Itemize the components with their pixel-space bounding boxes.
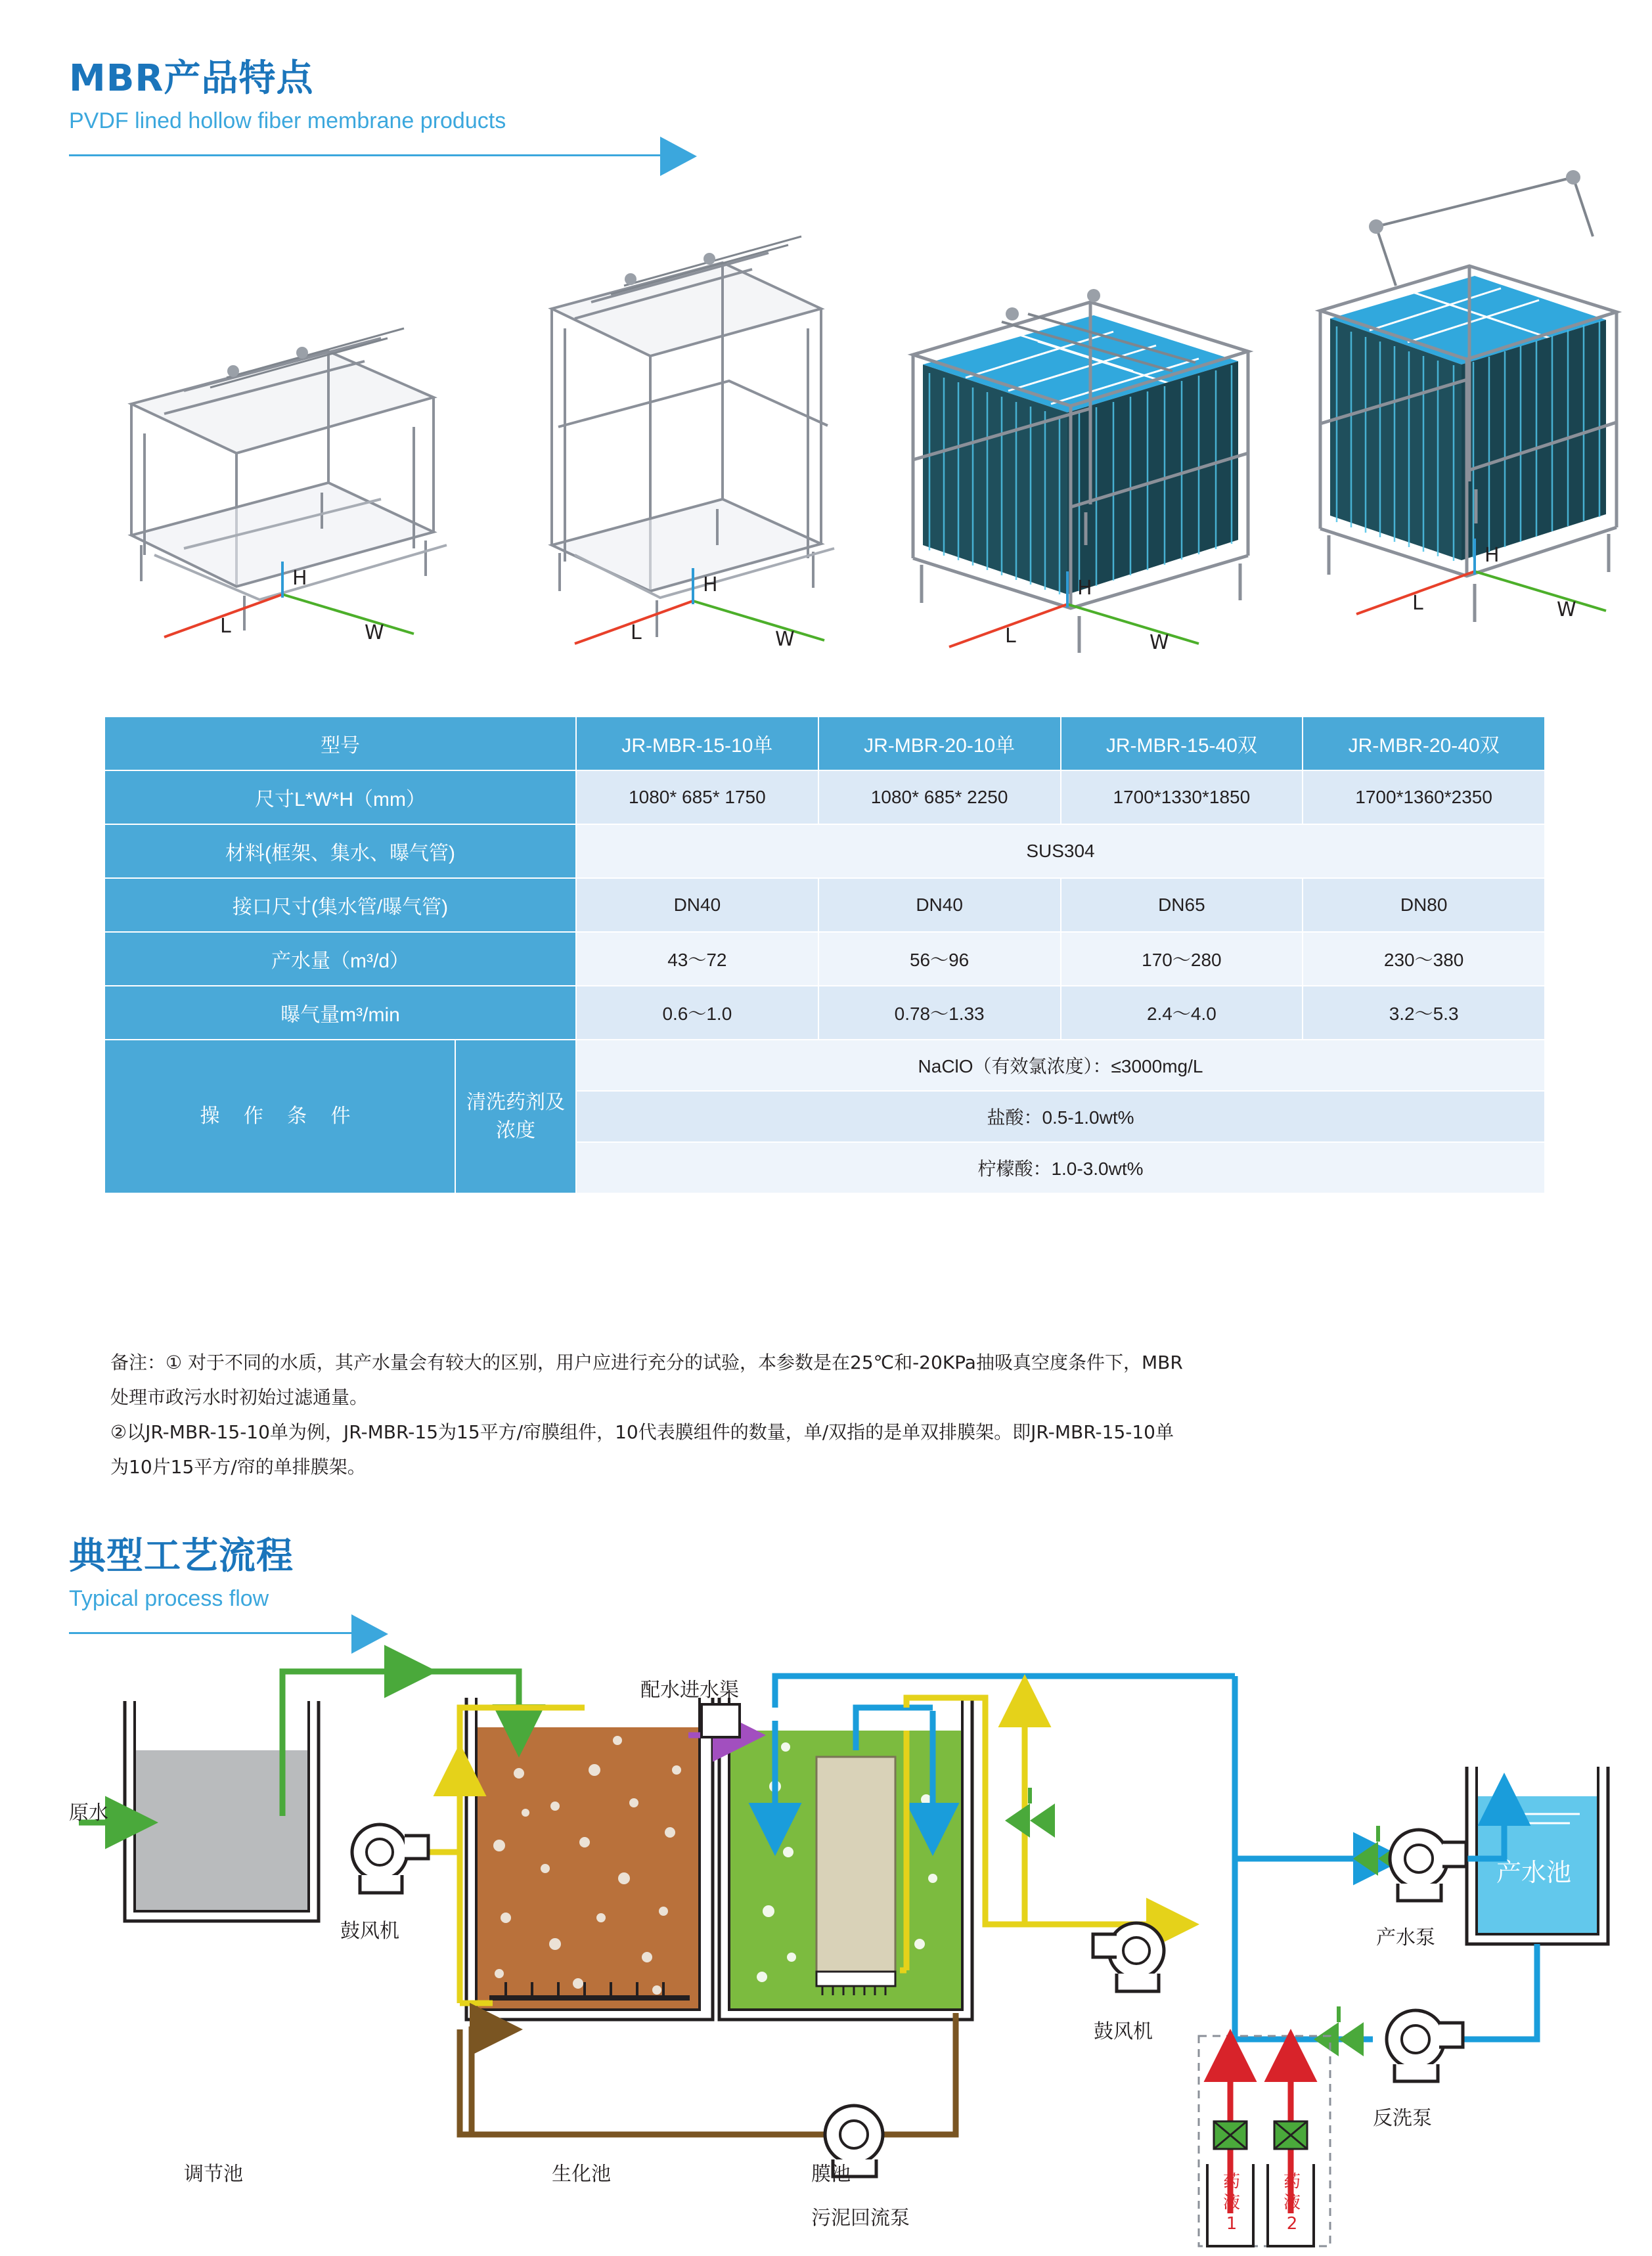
rack-axis-2	[568, 568, 844, 660]
svg-text:L: L	[631, 621, 642, 644]
svg-text:W: W	[1150, 631, 1169, 654]
label-chem-1-line1: 药	[1222, 2172, 1240, 2192]
label-bio-tank: 生化池	[552, 2163, 611, 2186]
cell-capacity-2: 56～96	[818, 932, 1061, 986]
cell-material-all: SUS304	[576, 824, 1545, 878]
note-line-4: 为10片15平方/帘的单排膜架。	[110, 1456, 366, 1478]
table-row	[104, 986, 1545, 1040]
rack-illustration-2	[512, 177, 880, 676]
label-blower-2: 鼓风机	[1094, 2020, 1153, 2043]
label-chem-2-line3: 2	[1286, 2214, 1298, 2234]
cell-interface-3: DN65	[1061, 878, 1303, 932]
cell-capacity-4: 230～380	[1303, 932, 1545, 986]
svg-text:L: L	[220, 615, 231, 638]
cell-interface-1: DN40	[576, 878, 818, 932]
table-row	[104, 770, 1545, 824]
svg-text:W: W	[775, 628, 795, 651]
rack-axis-4	[1350, 539, 1626, 630]
row-label-material: 材料(框架、集水、曝气管)	[104, 824, 576, 878]
svg-text:W: W	[1557, 598, 1576, 621]
table-row	[104, 824, 1545, 878]
svg-text:H: H	[1485, 544, 1500, 567]
process-flow-diagram	[0, 1635, 1652, 2256]
product-pump-icon	[1390, 1830, 1466, 1901]
table-header-col4: JR-MBR-20-40双	[1303, 717, 1545, 770]
cell-capacity-3: 170～280	[1061, 932, 1303, 986]
section-heading-flow	[69, 1527, 792, 1619]
section-title-en: PVDF lined hollow fiber membrane products	[69, 108, 506, 133]
row-label-interface: 接口尺寸(集水管/曝气管)	[104, 878, 576, 932]
label-chem-1-line2: 液	[1222, 2193, 1240, 2213]
svg-text:H: H	[703, 573, 718, 596]
spec-table	[104, 716, 1546, 1194]
rack-illustration-1	[105, 273, 473, 680]
row-label-aeration: 曝气量m³/min	[104, 986, 576, 1040]
label-chem-2-line2: 液	[1283, 2193, 1301, 2213]
table-header-model: 型号	[104, 717, 576, 770]
label-chem-2-line1: 药	[1283, 2172, 1301, 2192]
note-line-1: 备注：① 对于不同的水质，其产水量会有较大的区别，用户应进行充分的试验，本参数是在25℃和-20KPa抽吸真空度条件下，MBR	[110, 1352, 1183, 1373]
section-heading-products	[69, 49, 792, 141]
cell-cleaning-citric: 柠檬酸：1.0-3.0wt%	[576, 1142, 1545, 1193]
row-label-capacity: 产水量（m³/d）	[104, 932, 576, 986]
table-row	[104, 1040, 1545, 1091]
blower-1-icon	[352, 1825, 428, 1893]
cell-dimension-3: 1700*1330*1850	[1061, 770, 1303, 824]
cell-aeration-4: 3.2～5.3	[1303, 986, 1545, 1040]
section-title-en-flow: Typical process flow	[69, 1586, 269, 1611]
rack-illustration-4	[1297, 148, 1652, 673]
backwash-pump-icon	[1387, 2010, 1463, 2081]
cell-aeration-3: 2.4～4.0	[1061, 986, 1303, 1040]
note-line-3: ②以JR-MBR-15-10单为例，JR-MBR-15为15平方/帘膜组件，10代表膜组件的数量，单/双指的是单双排膜架。即JR-MBR-15-10单	[110, 1421, 1174, 1443]
cell-cleaning-naclo: NaClO（有效氯浓度）：≤3000mg/L	[576, 1040, 1545, 1091]
svg-text:W: W	[365, 621, 384, 644]
rack-axis-3	[943, 571, 1218, 663]
label-feed-channel: 配水进水渠	[640, 1679, 739, 1702]
label-raw-water: 原水	[69, 1802, 108, 1825]
cell-capacity-1: 43～72	[576, 932, 818, 986]
table-header-row	[104, 717, 1545, 770]
notes-block	[110, 1346, 1529, 1486]
heading-rule-flow	[69, 1632, 351, 1634]
table-header-col3: JR-MBR-15-40双	[1061, 717, 1303, 770]
label-adjust-tank: 调节池	[184, 2163, 243, 2186]
row-label-cleaning-agent: 清洗药剂及浓度	[455, 1040, 576, 1193]
rack-illustration-3	[897, 236, 1304, 683]
cell-interface-4: DN80	[1303, 878, 1545, 932]
label-sludge-return-pump: 污泥回流泵	[811, 2207, 910, 2230]
label-blower-1: 鼓风机	[340, 1920, 399, 1943]
table-header-col2: JR-MBR-20-10单	[818, 717, 1061, 770]
cell-cleaning-hcl: 盐酸：0.5-1.0wt%	[576, 1091, 1545, 1142]
cell-dimension-1: 1080* 685* 1750	[576, 770, 818, 824]
svg-text:L: L	[1412, 592, 1423, 615]
label-membrane-tank: 膜池	[811, 2163, 851, 2186]
cell-aeration-2: 0.78～1.33	[818, 986, 1061, 1040]
table-row	[104, 932, 1545, 986]
svg-text:H: H	[1077, 577, 1092, 600]
section-title-cn-flow: 典型工艺流程	[69, 1535, 294, 1578]
cell-aeration-1: 0.6～1.0	[576, 986, 818, 1040]
cell-interface-2: DN40	[818, 878, 1061, 932]
label-backwash-pump: 反洗泵	[1373, 2107, 1432, 2130]
note-line-2: 处理市政污水时初始过滤通量。	[110, 1386, 368, 1408]
table-header-col1: JR-MBR-15-10单	[576, 717, 818, 770]
svg-text:H: H	[292, 567, 307, 590]
blower-2-icon	[1093, 1923, 1164, 1991]
row-label-operating-conditions: 操 作 条 件	[104, 1040, 455, 1193]
label-product-tank: 产水池	[1496, 1858, 1572, 1887]
section-title-cn: MBR产品特点	[69, 57, 314, 100]
label-product-pump: 产水泵	[1376, 1926, 1435, 1949]
cell-dimension-4: 1700*1360*2350	[1303, 770, 1545, 824]
table-row	[104, 878, 1545, 932]
row-label-dimension: 尺寸L*W*H（mm）	[104, 770, 576, 824]
product-illustrations	[79, 141, 1590, 699]
label-chem-1-line3: 1	[1226, 2214, 1238, 2234]
svg-text:L: L	[1005, 625, 1016, 648]
rack-axis-1	[158, 562, 434, 653]
cell-dimension-2: 1080* 685* 2250	[818, 770, 1061, 824]
